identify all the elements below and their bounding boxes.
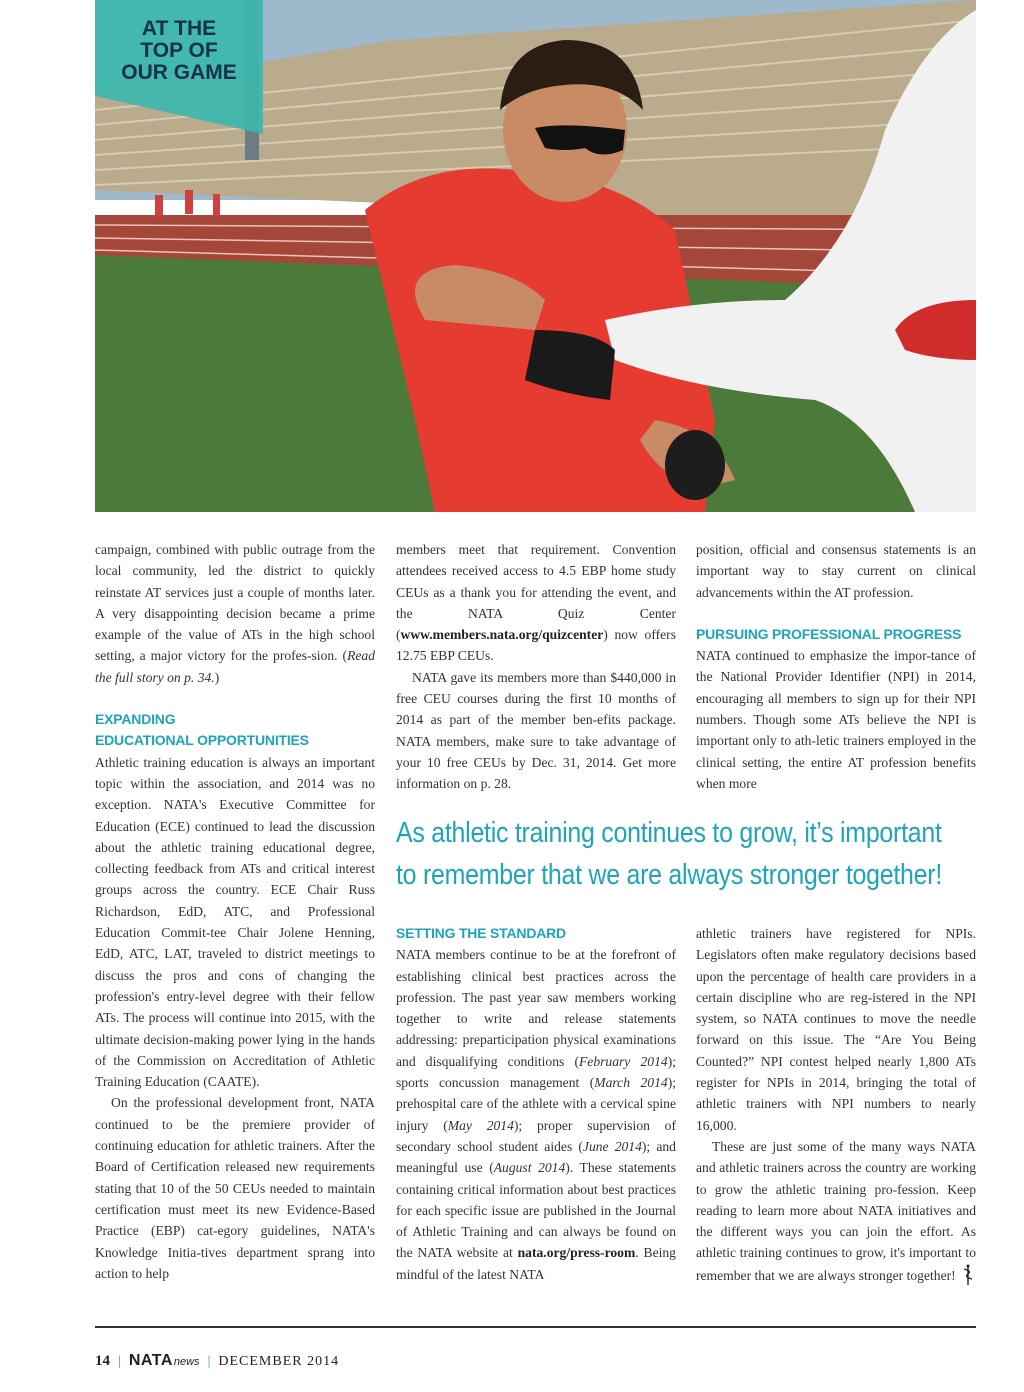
brand-logo: NATA [128, 1352, 173, 1369]
section-heading: EXPANDING EDUCATIONAL OPPORTUNITIES [95, 711, 309, 749]
paragraph: position, official and consensus statements is an important way to stay current on clinical advancements within the AT profession. [696, 542, 976, 600]
banner-line: TOP OF [140, 39, 218, 62]
paragraph: NATA gave its members more than $440,000 in free CEU courses during the first 10 months of 2014 as part of the member ben-efits package. NATA members, make sure to take advantage of your 10 free CEUs by Dec. 31, 2014. Get more information on p. 28. [396, 669, 676, 792]
footer-separator: | [118, 1354, 121, 1369]
banner-line: AT THE [141, 17, 217, 40]
banner-line: OUR GAME [121, 61, 237, 84]
column-3-top [696, 539, 976, 794]
section-heading: PURSUING PROFESSIONAL PROGRESS [696, 625, 962, 642]
footer-separator: | [207, 1354, 211, 1369]
column-3-bottom [696, 923, 976, 1286]
paragraph: athletic trainers have registered for NPIs. Legislators often make regulatory decisions based upon the percentage of health care providers in a certain discipline who are reg-istered in the NPI system, so NATA continues to move the needle forward on this issue. The “Are You Being Counted?” NPI contest helped nearly 1,800 ATs register for NPIs in 2014, bringing the total of athletic trainers with NPI numbers to nearly 16,000. [696, 926, 976, 1133]
paragraph: campaign, combined with public outrage from the local community, led the district to quickly reinstate AT services just a couple of months later. A very disappointing decision became a prime example of the value of ATs in the high school setting, a major victory for the profes-sion. (Read the full story on p. 34.) [95, 542, 375, 685]
column-2-bottom [396, 923, 676, 1285]
paragraph: These are just some of the many ways NATA and athletic trainers across the country are working to grow the athletic training pro-fession. Keep reading to learn more about NATA initiatives and the different ways you can join the effort. As athletic training continues to grow, it's important to remember that we are always stronger together! [696, 1136, 976, 1286]
paragraph: members meet that requirement. Convention attendees received access to 4.5 EBP home study CEUs as a thank you for attending the event, and the NATA Quiz Center (www.members.nata.org/quizcenter) now offers 12.75 EBP CEUs. [396, 542, 676, 664]
paragraph: On the professional development front, NATA continued to be the premiere provider of continuing education for athletic trainers. After the Board of Certification released new requirements stating that 10 of the 50 CEUs needed to maintain certification must meet its new Evidence-Based Practice (EBP) cat-egory guidelines, NATA's Knowledge Initia-tives department sprang into action to help [95, 1095, 375, 1281]
footer-rule [95, 1326, 976, 1328]
pull-quote: As athletic training continues to grow, it’s important to remember that we are always stronger together! [396, 817, 943, 891]
press-room-link[interactable]: nata.org/press-room [517, 1245, 636, 1261]
quizcenter-link[interactable]: www.members.nata.org/quizcenter [400, 627, 604, 643]
column-2-top [396, 539, 676, 795]
paragraph: NATA members continue to be at the forefront of establishing clinical best practices across the profession. The past year saw members working together to write and release statements addressing: preparticipation physical examinations and disqualifying conditions (February 2014); sports concussion management (March 2014); prehospital care of the athlete with a cervical spine injury (May 2014); proper supervision of secondary school student aides (June 2014); and meaningful use (August 2014). These statements containing critical information about best practices for each specific issue are published in the Journal of Athletic Training and can always be found on the NATA website at nata.org/press-room. Being mindful of the latest NATA [396, 947, 677, 1282]
brand-suffix: news [173, 1356, 200, 1368]
column-1 [95, 539, 375, 1284]
caduceus-icon [962, 1264, 974, 1286]
page-footer [95, 1352, 339, 1370]
issue-date: DECEMBER 2014 [218, 1354, 340, 1369]
banner-title [95, 18, 263, 84]
page-number: 14 [95, 1353, 110, 1369]
paragraph: Athletic training education is always an important topic within the association, and 2014 was no exception. NATA's Executive Committee for Education (ECE) continued to lead the discussion about the athletic training educational degree, collecting feedback from ATs and critical interest groups across the country. ECE Chair Russ Richardson, EdD, ATC, and Professional Education Commit-tee Chair Jolene Henning, EdD, ATC, LAT, traveled to district meetings to discuss the pros and cons of changing the profession's entry-level degree with their fellow ATs. The process will continue into 2015, with the ultimate decision-making power lying in the hands of the Commission on Accreditation of Athletic Training Education (CAATE). [95, 754, 375, 1090]
section-heading: SETTING THE STANDARD [396, 925, 566, 941]
paragraph: NATA continued to emphasize the impor-tance of the National Provider Identifier (NPI) in 2014, encouraging all members to sign up for their NPI numbers. Though some ATs believe the NPI is important only to ath-letic trainers employed in the clinical setting, the entire AT profession benefits when more [696, 648, 976, 791]
